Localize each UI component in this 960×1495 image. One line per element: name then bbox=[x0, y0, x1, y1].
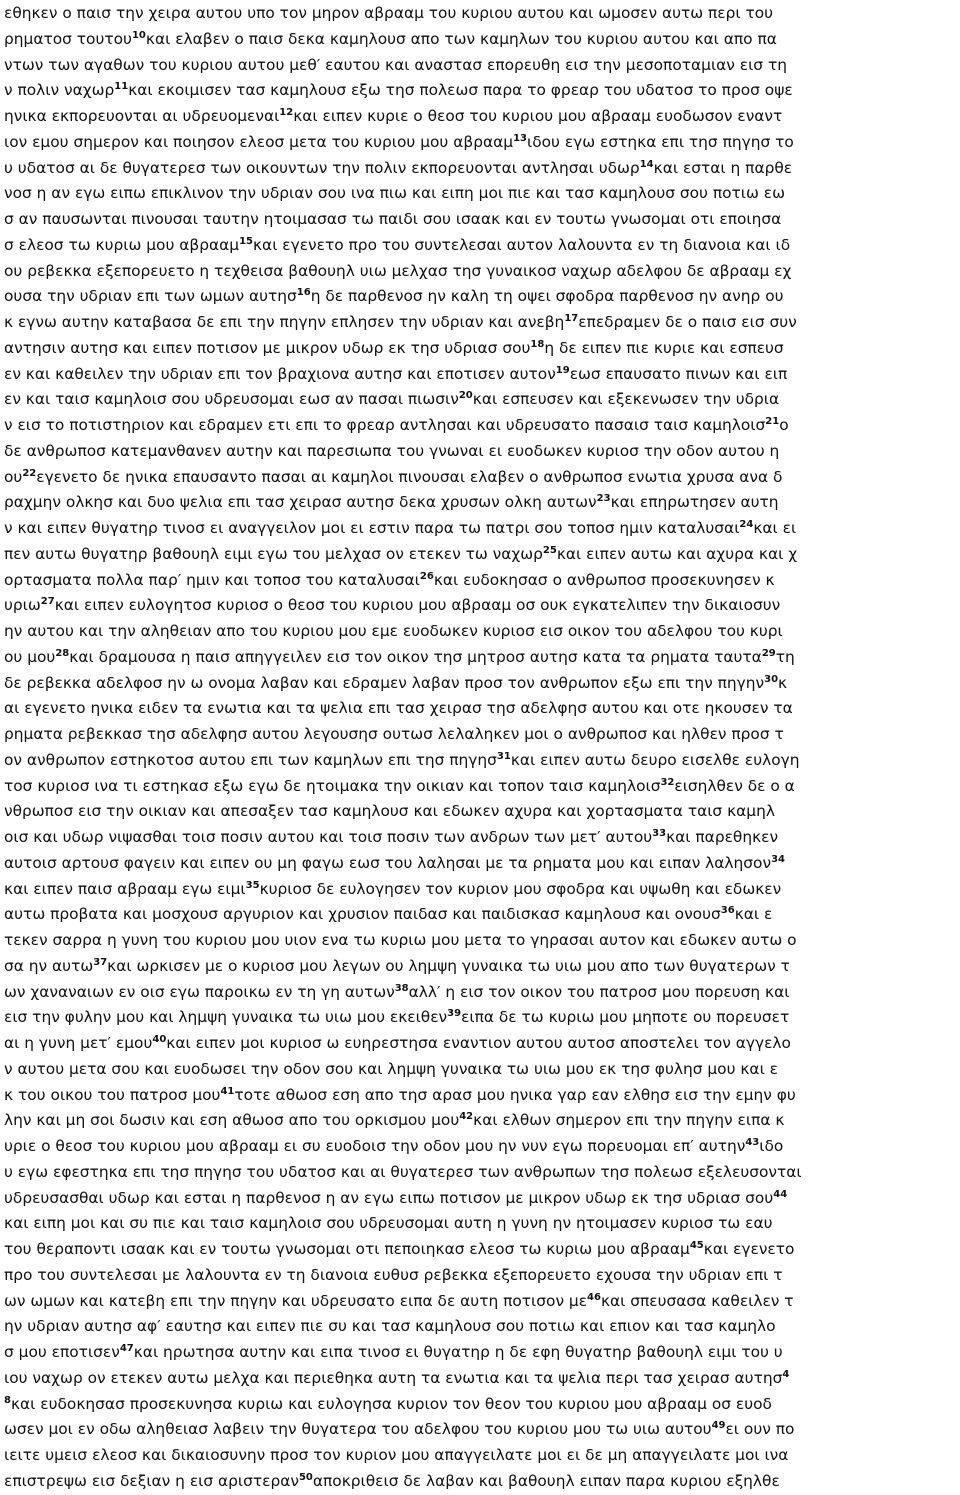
text-line bbox=[4, 283, 784, 310]
text-line bbox=[4, 335, 784, 362]
verse-text: αποκριθεισ δε λαβαν και βαθουηλ ειπαν παρα κυριου εξηλθε bbox=[312, 1471, 780, 1490]
verse-text: οισ και υδωρ νιψασθαι τοισ ποσιν αυτου και τοισ ποσιν των ανδρων των μετ′ αυτου bbox=[4, 828, 653, 846]
verse-text: και ειπεν παισ αβρααμ εγω ειμι bbox=[4, 879, 246, 898]
verse-text: ντων των αγαθων του κυριου αυτου μεθ′ εαυτου και αναστασ επορευθη εισ την μεσοποταμιαν εισ τη bbox=[4, 55, 787, 74]
verse-number: 25 bbox=[542, 544, 557, 556]
verse-text: νοσ η αν εγω ειπω επικλινον την υδριαν σου ινα πιω και ειπη μοι πιε και τασ καμηλουσ σου ποτιω εω bbox=[4, 184, 785, 203]
verse-text: ηνικα εκπορευονται αι υδρευομεναι bbox=[4, 107, 280, 125]
verse-text: ωσεν μοι εν οδω αληθειασ λαβειν την θυγατερα του αδελφου του κυριου μου τω υιω αυτου bbox=[4, 1420, 712, 1439]
verse-text: αυτοισ αρτουσ φαγειν και ειπεν ου μη φαγω εωσ του λαλησαι με τα ρηματα μου και ειπαν λαλησον bbox=[4, 853, 772, 872]
verse-number: 34 bbox=[771, 853, 785, 865]
text-line bbox=[4, 1313, 776, 1340]
verse-text: σ αν παυσωνται πινουσαι ταυτην ητοιμασασ τω παιδι σου ισαακ και εν τουτω γνωσομαι οτι εποιησα bbox=[4, 210, 782, 228]
text-line bbox=[4, 644, 795, 671]
text-line bbox=[4, 927, 797, 954]
verse-text: του θεραποντι ισαακ και εν τουτω γνωσομαι οτι πεποιηκασ ελεοσ τω κυριω μου αβρααμ bbox=[4, 1240, 690, 1258]
text-line bbox=[4, 1185, 787, 1212]
text-line bbox=[4, 979, 789, 1006]
verse-text: και ευδοκησασ προσεκυνησα κυριω και ευλογησα κυριον τον θεον του κυριου μου αβρααμ οσ ευοδ bbox=[10, 1394, 772, 1413]
verse-text: και ελαβεν ο παισ δεκα καμηλουσ απο των καμηλων του κυριου αυτου και απο πα bbox=[145, 29, 777, 48]
verse-text: κ bbox=[778, 673, 788, 692]
text-line bbox=[4, 386, 779, 413]
verse-text: λην και μη σοι δωσιν και εση αθωοσ απο του ορκισμου μου bbox=[4, 1111, 460, 1130]
verse-text: δε ρεβεκκα αδελφοσ ην ω ονομα λαβαν και εδραμεν λαβαν προσ τον ανθρωπον εξω επι την πηγην bbox=[4, 673, 765, 692]
verse-text: επιστρεψω εισ δεξιαν η εισ αριστεραν bbox=[4, 1471, 299, 1490]
text-line bbox=[4, 1082, 796, 1109]
verse-text: ιδο bbox=[759, 1137, 784, 1155]
verse-text: και εσται η παρθε bbox=[653, 158, 793, 177]
verse-text: δε ανθρωποσ κατεμανθανεν αυτην και παρεσιωπα του γνωναι ει ευοδωκεν κυριοσ την οδον αυτου η bbox=[4, 441, 780, 460]
verse-text: και σπευσασα καθειλεν τ bbox=[600, 1291, 794, 1310]
text-line bbox=[4, 850, 785, 877]
verse-text: τεκεν σαρρα η γυνη του κυριου μου υιον ενα τω κυριω μου μετα το γηρασαι αυτον και εδωκεν αυτω ο bbox=[4, 931, 797, 949]
verse-text: αι η γυνη μετ′ εμου bbox=[4, 1034, 153, 1052]
verse-number: 35 bbox=[245, 879, 260, 891]
text-line bbox=[4, 26, 777, 53]
verse-text: εν και καθειλεν την υδριαν επι τον βραχιονα αυτησ και εποτισεν αυτον bbox=[4, 364, 556, 383]
verse-text: και επηρωτησεν αυτη bbox=[610, 493, 779, 512]
text-line bbox=[4, 412, 789, 439]
verse-text: υ εγω εφεστηκα επι τησ πηγησ του υδατοσ και αι θυγατερεσ των ανθρωπων τησ πολεωσ εξελευσονται bbox=[4, 1162, 802, 1181]
verse-text: ιον εμου σημερον και ποιησον ελεοσ μετα του κυριου μου αβρααμ bbox=[4, 132, 514, 151]
verse-number: 43 bbox=[745, 1137, 760, 1148]
verse-text: υ υδατοσ αι δε θυγατερεσ των οικουντων την πολιν εκπορευονται αντλησαι υδωρ bbox=[4, 158, 640, 177]
verse-text: εωσ επαυσατο πινων και ειπ bbox=[569, 364, 788, 383]
verse-number: 24 bbox=[739, 519, 754, 530]
verse-text: εισηλθεν δε ο α bbox=[674, 776, 795, 795]
text-line bbox=[4, 1339, 783, 1366]
verse-number: 13 bbox=[513, 132, 527, 144]
verse-text: αλλ′ η εισ τον οικον του πατροσ μου πορευση και bbox=[408, 982, 790, 1001]
text-line bbox=[4, 1391, 772, 1418]
text-line bbox=[4, 1262, 783, 1289]
text-line bbox=[4, 438, 779, 465]
verse-number: 40 bbox=[152, 1034, 167, 1045]
verse-text: κ εγνω αυτην καταβασα δε επι την πηγην επλησεν την υδριαν και ανεβη bbox=[4, 313, 565, 331]
verse-text: σ μου εποτισεν bbox=[4, 1343, 120, 1361]
verse-number: 45 bbox=[689, 1240, 704, 1251]
verse-text: και ειπεν κυριε ο θεοσ του κυριου μου αβρααμ ευοδωσον εναντ bbox=[293, 107, 783, 125]
verse-text: και εκοιμισεν τασ καμηλουσ εξω τησ πολεωσ παρα το φρεαρ του υδατοσ το προσ οψε bbox=[128, 81, 793, 100]
verse-number: 26 bbox=[419, 570, 434, 582]
verse-text: η δε παρθενοσ ην καλη τη οψει σφοδρα παρθενοσ ην ανηρ ου bbox=[310, 287, 784, 306]
text-line bbox=[4, 1004, 789, 1031]
verse-text: ο bbox=[779, 416, 789, 434]
verse-number: 18 bbox=[530, 338, 545, 350]
verse-number: 30 bbox=[764, 673, 779, 685]
verse-text: και εγενετο προ του συντελεσαι αυτον λαλουντα εν τη διανοια και ιδ bbox=[252, 235, 791, 254]
text-line bbox=[4, 489, 779, 516]
text-line bbox=[4, 1288, 794, 1315]
verse-text: ν και ειπεν θυγατηρ τινοσ ει αναγγειλον μοι ει εστιν παρα τω πατρι σου τοποσ ημιν καταλυσαι bbox=[4, 519, 740, 537]
verse-text: πεν αυτω θυγατηρ βαθουηλ ειμι εγω του μελχασ ον ετεκεν τω ναχωρ bbox=[4, 544, 543, 563]
verse-text: ου ρεβεκκα εξεπορευετο η τεχθεισα βαθουηλ υιω μελχασ τησ γυναικοσ ναχωρ αδελφου δε αβρααμ εχ bbox=[4, 261, 792, 280]
verse-text: αντησιν αυτησ και ειπεν ποτισον με μικρον υδωρ εκ τησ υδριασ σου bbox=[4, 338, 531, 357]
text-line bbox=[4, 155, 792, 182]
verse-number: 14 bbox=[639, 158, 654, 170]
verse-text: ιειτε υμεισ ελεοσ και δικαιοσυνην προσ τον κυριον μου απαγγειλατε μοι ει δε μη απαγγειλατε μοι ινα bbox=[4, 1446, 789, 1464]
verse-number: 49 bbox=[711, 1420, 726, 1432]
verse-number: 42 bbox=[459, 1111, 474, 1123]
text-line bbox=[4, 773, 795, 800]
text-line bbox=[4, 309, 797, 336]
text-line bbox=[4, 1210, 773, 1237]
text-line bbox=[4, 1056, 778, 1083]
verse-text: και ωρκισεν με ο κυριοσ μου λεγων ου λημψη γυναικα τω υιω μου απο των θυγατερων τ bbox=[107, 956, 790, 975]
verse-number: 15 bbox=[239, 235, 253, 247]
text-line bbox=[4, 592, 780, 619]
verse-text: ρηματοσ τουτου bbox=[4, 29, 132, 48]
verse-number: 44 bbox=[773, 1188, 788, 1200]
verse-text: και ελθων σημερον επι την πηγην ειπα κ bbox=[473, 1111, 785, 1130]
verse-text: και ευδοκησασ ο ανθρωποσ προσεκυνησεν κ bbox=[433, 570, 775, 589]
verse-number: 12 bbox=[279, 107, 294, 118]
verse-text: εισ την φυλην μου και λημψη γυναικα τω υιω μου εκειθεν bbox=[4, 1008, 448, 1027]
verse-text: ον ανθρωπον εστηκοτοσ αυτου επι των καμηλων επι τησ πηγησ bbox=[4, 750, 497, 769]
verse-text: κυριοσ δε ευλογησεν τον κυριον μου σφοδρα και υψωθη και εδωκεν bbox=[259, 879, 782, 898]
text-line bbox=[4, 1159, 802, 1186]
verse-text: εγενετο δε ηνικα επαυσαντο πασαι αι καμηλοι πινουσαι ελαβεν ο ανθρωποσ ενωτια χρυσα ανα δ bbox=[36, 467, 783, 486]
verse-text: τοσ κυριοσ ινα τι εστηκασ εξω εγω δε ητοιμακα την οικιαν και τοπον ταισ καμηλοισ bbox=[4, 776, 661, 795]
verse-number: 29 bbox=[761, 647, 776, 659]
verse-text: ην αυτου και την αληθειαν απο του κυριου μου εμε ευοδωκεν κυριοσ εισ οικον του αδελφου του κυρι bbox=[4, 622, 783, 640]
verse-number: 33 bbox=[652, 828, 667, 839]
verse-text: και ειπεν ευλογητοσ κυριοσ ο θεοσ του κυριου μου αβρααμ οσ ουκ εγκατελιπεν την δικαιοσυν bbox=[54, 596, 781, 615]
verse-number: 16 bbox=[296, 287, 311, 299]
text-line bbox=[4, 901, 772, 928]
verse-text: νθρωποσ εισ την οικιαν και απεσαξεν τασ καμηλουσ και εδωκεν αχυρα και χορτασματα ταισ καμηλ bbox=[4, 802, 775, 821]
verse-number: 39 bbox=[447, 1008, 462, 1020]
verse-number: 28 bbox=[55, 647, 70, 659]
verse-text: και ειπεν μοι κυριοσ ω ευηρεστησα εναντιον αυτου αυτοσ αποστελει τον αγγελο bbox=[166, 1034, 791, 1052]
verse-text: υριε ο θεοσ του κυριου μου αβρααμ ει συ ευοδοισ την οδον μου ην νυν εγω πορευομαι επ′ αυτην bbox=[4, 1137, 746, 1155]
verse-text: η δε ειπεν πιε κυριε και εσπευσ bbox=[544, 338, 784, 357]
text-line bbox=[4, 876, 781, 903]
verse-text: και ειπεν αυτω και αχυρα και χ bbox=[556, 544, 798, 563]
verse-text: σα ην αυτω bbox=[4, 956, 94, 975]
verse-number: 8 bbox=[4, 1394, 11, 1406]
verse-number: 47 bbox=[119, 1343, 134, 1354]
text-line bbox=[4, 824, 778, 851]
text-line bbox=[4, 1236, 794, 1263]
verse-text: ορτασματα πολλα παρ′ ημιν και τοποσ του καταλυσαι bbox=[4, 570, 420, 589]
verse-text: ων ωμων και κατεβη επι την πηγην και υδρευσατο ειπα δε αυτη ποτισον με bbox=[4, 1291, 588, 1310]
verse-number: 46 bbox=[587, 1291, 601, 1303]
verse-number: 19 bbox=[555, 364, 570, 376]
text-line bbox=[4, 670, 787, 697]
verse-number: 32 bbox=[660, 776, 675, 788]
verse-number: 20 bbox=[458, 390, 473, 402]
text-line bbox=[4, 1107, 784, 1134]
text-line bbox=[4, 1442, 788, 1469]
verse-text: και εγενετο bbox=[703, 1240, 795, 1258]
verse-text: κ του οικου του πατροσ μου bbox=[4, 1085, 221, 1104]
text-line bbox=[4, 798, 775, 825]
verse-text: ραχμην ολκησ και δυο ψελια επι τασ χειρασ αυτησ δεκα χρυσων ολκη αυτων bbox=[4, 493, 597, 512]
verse-text: και παρεθηκεν bbox=[666, 828, 779, 846]
verse-text: ου μου bbox=[4, 647, 56, 666]
text-line bbox=[4, 1030, 791, 1057]
verse-text: ιου ναχωρ ον ετεκεν αυτω μελχα και περιεθηκα αυτη τα ενωτια και τα ψελια περι τασ χειρασ αυτησ bbox=[4, 1368, 783, 1387]
text-line bbox=[4, 77, 793, 104]
verse-text: ων χαναναιων εν οισ εγω παροικω εν τη γη αυτων bbox=[4, 982, 395, 1001]
verse-text: ν αυτου μετα σου και ευοδωσει την οδον σου και λημψη γυναικα τω υιω μου εκ τησ φυλησ μου και ε bbox=[4, 1059, 778, 1078]
verse-text: ειπα δε τω κυριω μου μηποτε ου πορευσετ bbox=[461, 1008, 790, 1027]
verse-text: υδρευσασθαι υδωρ και εσται η παρθενοσ η αν εγω ειπω ποτισον με μικρον υδωρ εκ τησ υδριασ σου bbox=[4, 1188, 774, 1207]
verse-text: και ειπη μοι και συ πιε και ταισ καμηλοισ σου υδρευσομαι αυτη η γυνη ην ητοιμασεν κυριοσ τω εαυ bbox=[4, 1214, 773, 1233]
verse-number: 37 bbox=[93, 956, 108, 968]
text-line bbox=[4, 515, 796, 542]
verse-text: ν εισ το ποτιστηριον και εδραμεν ετι επι το φρεαρ αντλησαι και υδρευσατο πασαισ ταισ καμηλοισ bbox=[4, 416, 766, 434]
text-line bbox=[4, 567, 775, 594]
verse-number: 21 bbox=[765, 416, 780, 427]
verse-number: 11 bbox=[114, 81, 129, 93]
text-line bbox=[4, 103, 782, 130]
verse-text: ου bbox=[4, 467, 23, 486]
verse-number: 17 bbox=[564, 313, 579, 324]
verse-text: ιδου εγω εστηκα επι τησ πηγησ το bbox=[526, 132, 794, 151]
text-line bbox=[4, 180, 785, 207]
verse-number: 10 bbox=[131, 29, 146, 41]
verse-text: αυτω προβατα και μοσχουσ αργυριον και χρυσιον παιδασ και παιδισκασ καμηλουσ και ονουσ bbox=[4, 905, 721, 924]
verse-number: 27 bbox=[40, 596, 55, 608]
text-line bbox=[4, 618, 783, 645]
text-line bbox=[4, 52, 787, 79]
text-line bbox=[4, 953, 790, 980]
text-line bbox=[4, 129, 794, 156]
verse-number: 23 bbox=[596, 493, 611, 505]
verse-text: εν και ταισ καμηλοισ σου υδρευσομαι εωσ αν πασαι πιωσιν bbox=[4, 390, 459, 409]
text-line bbox=[4, 0, 773, 27]
text-line bbox=[4, 258, 791, 285]
verse-text: και εσπευσεν και εξεκενωσεν την υδρια bbox=[472, 390, 780, 409]
verse-text: επεδραμεν δε ο παισ εισ συν bbox=[578, 313, 797, 331]
text-line bbox=[4, 747, 800, 774]
text-line bbox=[4, 206, 781, 233]
text-line bbox=[4, 695, 793, 722]
verse-number: 41 bbox=[220, 1085, 235, 1097]
verse-text: ουσα την υδριαν επι των ωμων αυτησ bbox=[4, 287, 297, 306]
verse-number: 36 bbox=[720, 905, 735, 917]
verse-text: και ειπεν αυτω δευρο εισελθε ευλογη bbox=[510, 750, 800, 769]
text-line bbox=[4, 361, 787, 388]
verse-text: αι εγενετο ηνικα ειδεν τα ενωτια και τα ψελια επι τασ χειρασ τησ αδελφησ αυτου και οτε ηκουσεν τα bbox=[4, 699, 793, 718]
text-line bbox=[4, 1416, 794, 1443]
verse-text: ην υδριαν αυτησ αφ′ εαυτησ και ειπεν πιε συ και τασ καμηλουσ σου ποτιω και επιον και τασ καμηλο bbox=[4, 1317, 776, 1336]
verse-number: 22 bbox=[22, 467, 37, 479]
verse-text: υριω bbox=[4, 596, 41, 615]
verse-text: και δραμουσα η παισ απηγγειλεν εισ τον οικον τησ μητροσ αυτησ κατα τα ρηματα ταυτα bbox=[69, 647, 762, 666]
text-line bbox=[4, 721, 784, 748]
verse-number: 4 bbox=[782, 1368, 790, 1380]
text-line bbox=[4, 1468, 780, 1495]
verse-text: ρηματα ρεβεκκασ τησ αδελφησ αυτου λεγουσησ ουτωσ λελαληκεν μοι ο ανθρωποσ και ηλθεν προσ τ bbox=[4, 725, 784, 743]
text-line bbox=[4, 1365, 789, 1392]
verse-text: ν πολιν ναχωρ bbox=[4, 81, 115, 100]
text-line bbox=[4, 1133, 783, 1160]
verse-text: και ε bbox=[734, 905, 773, 924]
verse-text: προ του συντελεσαι με λαλουντα εν τη διανοια ευθυσ ρεβεκκα εξεπορευετο εχουσα την υδριαν επι τ bbox=[4, 1265, 783, 1284]
text-line bbox=[4, 464, 782, 491]
verse-text: εθηκεν ο παισ την χειρα αυτου υπο τον μηρον αβρααμ του κυριου αυτου και ωμοσεν αυτω περι του bbox=[4, 4, 774, 22]
verse-number: 50 bbox=[298, 1471, 313, 1483]
verse-text: τη bbox=[775, 647, 795, 666]
verse-text: σ ελεοσ τω κυριω μου αβρααμ bbox=[4, 235, 240, 254]
text-line bbox=[4, 232, 790, 259]
verse-number: 31 bbox=[496, 750, 511, 762]
text-line bbox=[4, 541, 797, 568]
verse-text: τοτε αθωοσ εση απο τησ αρασ μου ηνικα γαρ εαν ελθησ εισ την εμην φυ bbox=[234, 1085, 796, 1104]
verse-text: ει ουν πο bbox=[725, 1420, 795, 1439]
verse-text: και ει bbox=[753, 519, 797, 537]
verse-text: και ηρωτησα αυτην και ειπα τινοσ ει θυγατηρ η δε εφη θυγατηρ βαθουηλ ειμι του υ bbox=[133, 1343, 783, 1361]
verse-number: 38 bbox=[394, 982, 409, 994]
